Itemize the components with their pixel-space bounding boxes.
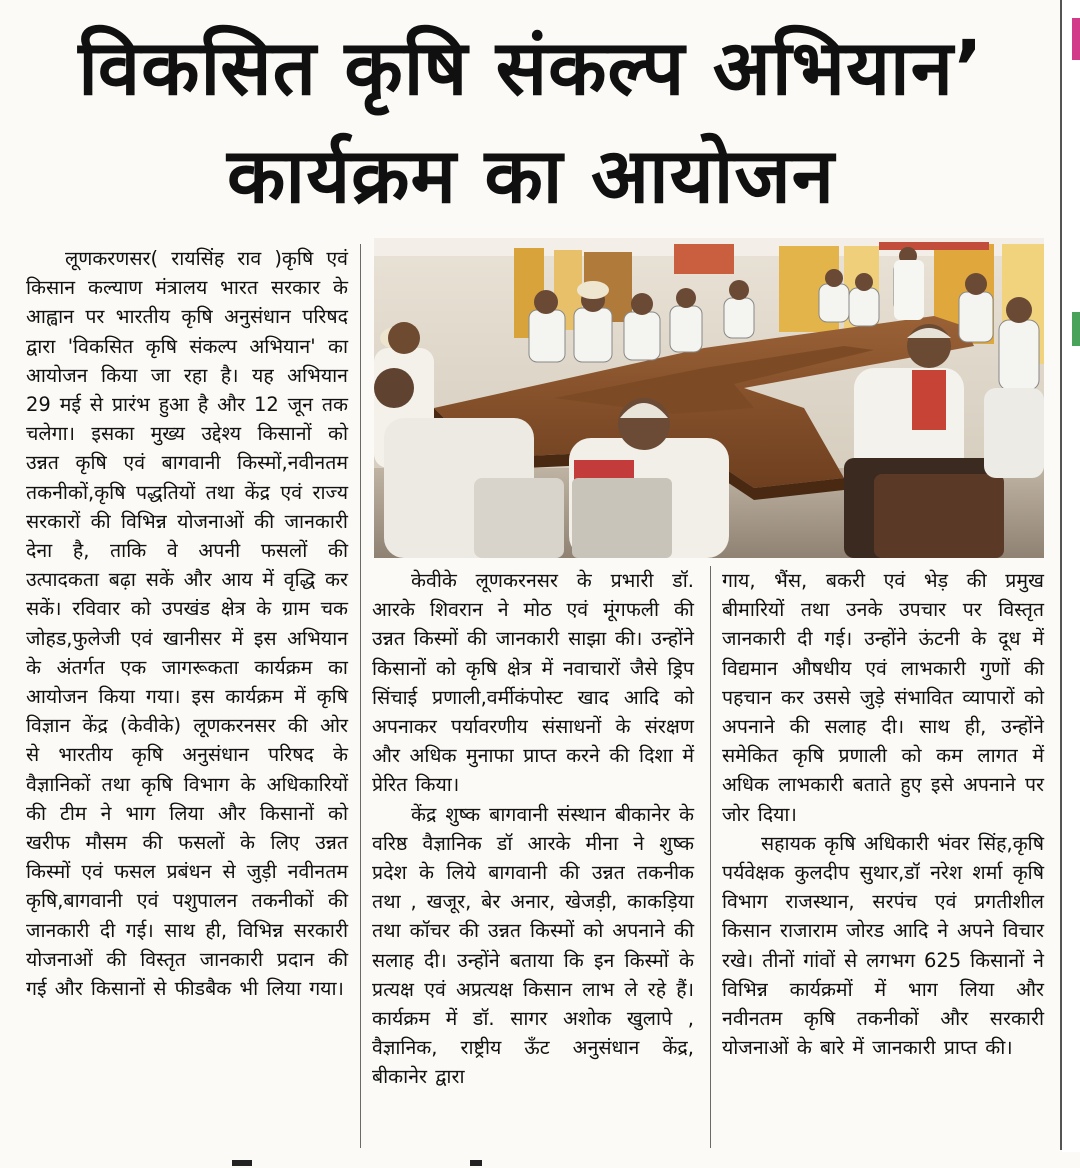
paragraph: गाय, भैंस, बकरी एवं भेड़ की प्रमुख बीमारियों तथा उनके उपचार पर विस्तृत जानकारी दी गई। उन्होंने ऊंटनी के दूध में विद्यमान औषधीय एवं लाभकारी गुणों की पहचान कर उससे जुड़े संभावित व्यापारों को अपनाने की सलाह दी। साथ ही, उन्होंने समेकित कृषि प्रणाली को कम लागत में अधिक लाभकारी बताते हुए इसे अपनाने पर जोर दिया। — [722, 569, 1044, 826]
headline-line-1: विकसित कृषि संकल्प अभियान’ — [78, 23, 984, 112]
article-column-2 — [372, 566, 694, 1092]
cut-text-fragment — [232, 1160, 252, 1166]
column-divider — [360, 244, 361, 1148]
article-column-1 — [26, 244, 348, 1003]
cut-text-fragment — [470, 1160, 482, 1166]
meeting-photo — [374, 238, 1044, 558]
bottom-margin — [0, 1152, 1080, 1168]
article-column-3 — [722, 566, 1044, 1062]
column-divider — [710, 566, 711, 1148]
adjacent-page-strip — [1062, 0, 1080, 1168]
adjacent-page-mark — [1072, 312, 1080, 346]
paragraph: केवीके लूणकरनसर के प्रभारी डॉ. आरके शिवरान ने मोठ एवं मूंगफली की उन्नत किस्मों की जानकारी साझा की। उन्होंने किसानों को कृषि क्षेत्र में नवाचारों जैसे ड्रिप सिंचाई प्रणाली,वर्मीकंपोस्ट खाद आदि को अपनाकर पर्यावरणीय संसाधनों के संरक्षण और अधिक मुनाफा प्राप्त करने की दिशा में प्रेरित किया। — [372, 569, 694, 797]
paragraph: लूणकरणसर( रायसिंह राव )कृषि एवं किसान कल्याण मंत्रालय भारत सरकार के आह्वान पर भारतीय कृषि अनुसंधान परिषद द्वारा 'विकसित कृषि संकल्प अभियान' का आयोजन किया जा रहा है। यह अभियान 29 मई से प्रारंभ हुआ है और 12 जून तक चलेगा। इसका मुख्य उद्देश्य किसानों को उन्नत कृषि एवं बागवानी किस्मों,नवीनतम तकनीकों,कृषि पद्धतियों तथा केंद्र एवं राज्य सरकारों की विभिन्न योजनाओं की जानकारी देना है, ताकि वे अपनी फसलों की उत्पादकता बढ़ा सकें और आय में वृद्धि कर सकें। रविवार को उपखंड क्षेत्र के ग्राम चक जोहड,फुलेजी एवं खानीसर में इस अभियान के अंतर्गत एक जागरूकता कार्यक्रम का आयोजन किया गया। इस कार्यक्रम में कृषि विज्ञान केंद्र (केवीके) लूणकरनसर की ओर से भारतीय कृषि अनुसंधान परिषद के वैज्ञानिकों तथा कृषि विभाग के अधिकारियों की टीम ने भाग लिया और किसानों को खरीफ मौसम की फसलों के लिए उन्नत किस्मों एवं फसल प्रबंधन से जुड़ी नवीनतम कृषि,बागवानी एवं पशुपालन तकनीकों की जानकारी दी गई। साथ ही, विभिन्न सरकारी योजनाओं की विस्तृत जानकारी प्रदान की गई और किसानों से फीडबैक भी लिया गया। — [26, 247, 348, 1001]
paragraph: केंद्र शुष्क बागवानी संस्थान बीकानेर के वरिष्ठ वैज्ञानिक डॉ आरके मीना ने शुष्क प्रदेश के लिये बागवानी की उन्नत तकनीक तथा , खजूर, बेर अनार, खेजड़ी, काकड़िया तथा कॉचर की उन्नत किस्मों को अपनाने की सलाह दी। उन्होंने बताया कि इन किस्मों के प्रत्यक्ष एवं अप्रत्यक्ष किसान लाभ ले रहे हैं। कार्यक्रम में डॉ. सागर अशोक खुलापे , वैज्ञानिक, राष्ट्रीय ऊँट अनुसंधान केंद्र, बीकानेर द्वारा — [372, 802, 694, 1089]
adjacent-page-mark — [1072, 18, 1080, 60]
headline-line-2: कार्यक्रम का आयोजन — [227, 131, 835, 220]
paragraph: सहायक कृषि अधिकारी भंवर सिंह,कृषि पर्यवेक्षक कुलदीप सुथार,डॉ नरेश शर्मा कृषि विभाग राजस्थान, सरपंच एवं प्रगतीशील किसान राजाराम जोरड आदि ने अपने विचार रखे। तीनों गांवों से लगभग 625 किसानों ने विभिन्न कार्यक्रमों में भाग लिया और नवीनतम कृषि तकनीकों और सरकारी योजनाओं के बारे में जानकारी प्राप्त की। — [722, 831, 1044, 1060]
